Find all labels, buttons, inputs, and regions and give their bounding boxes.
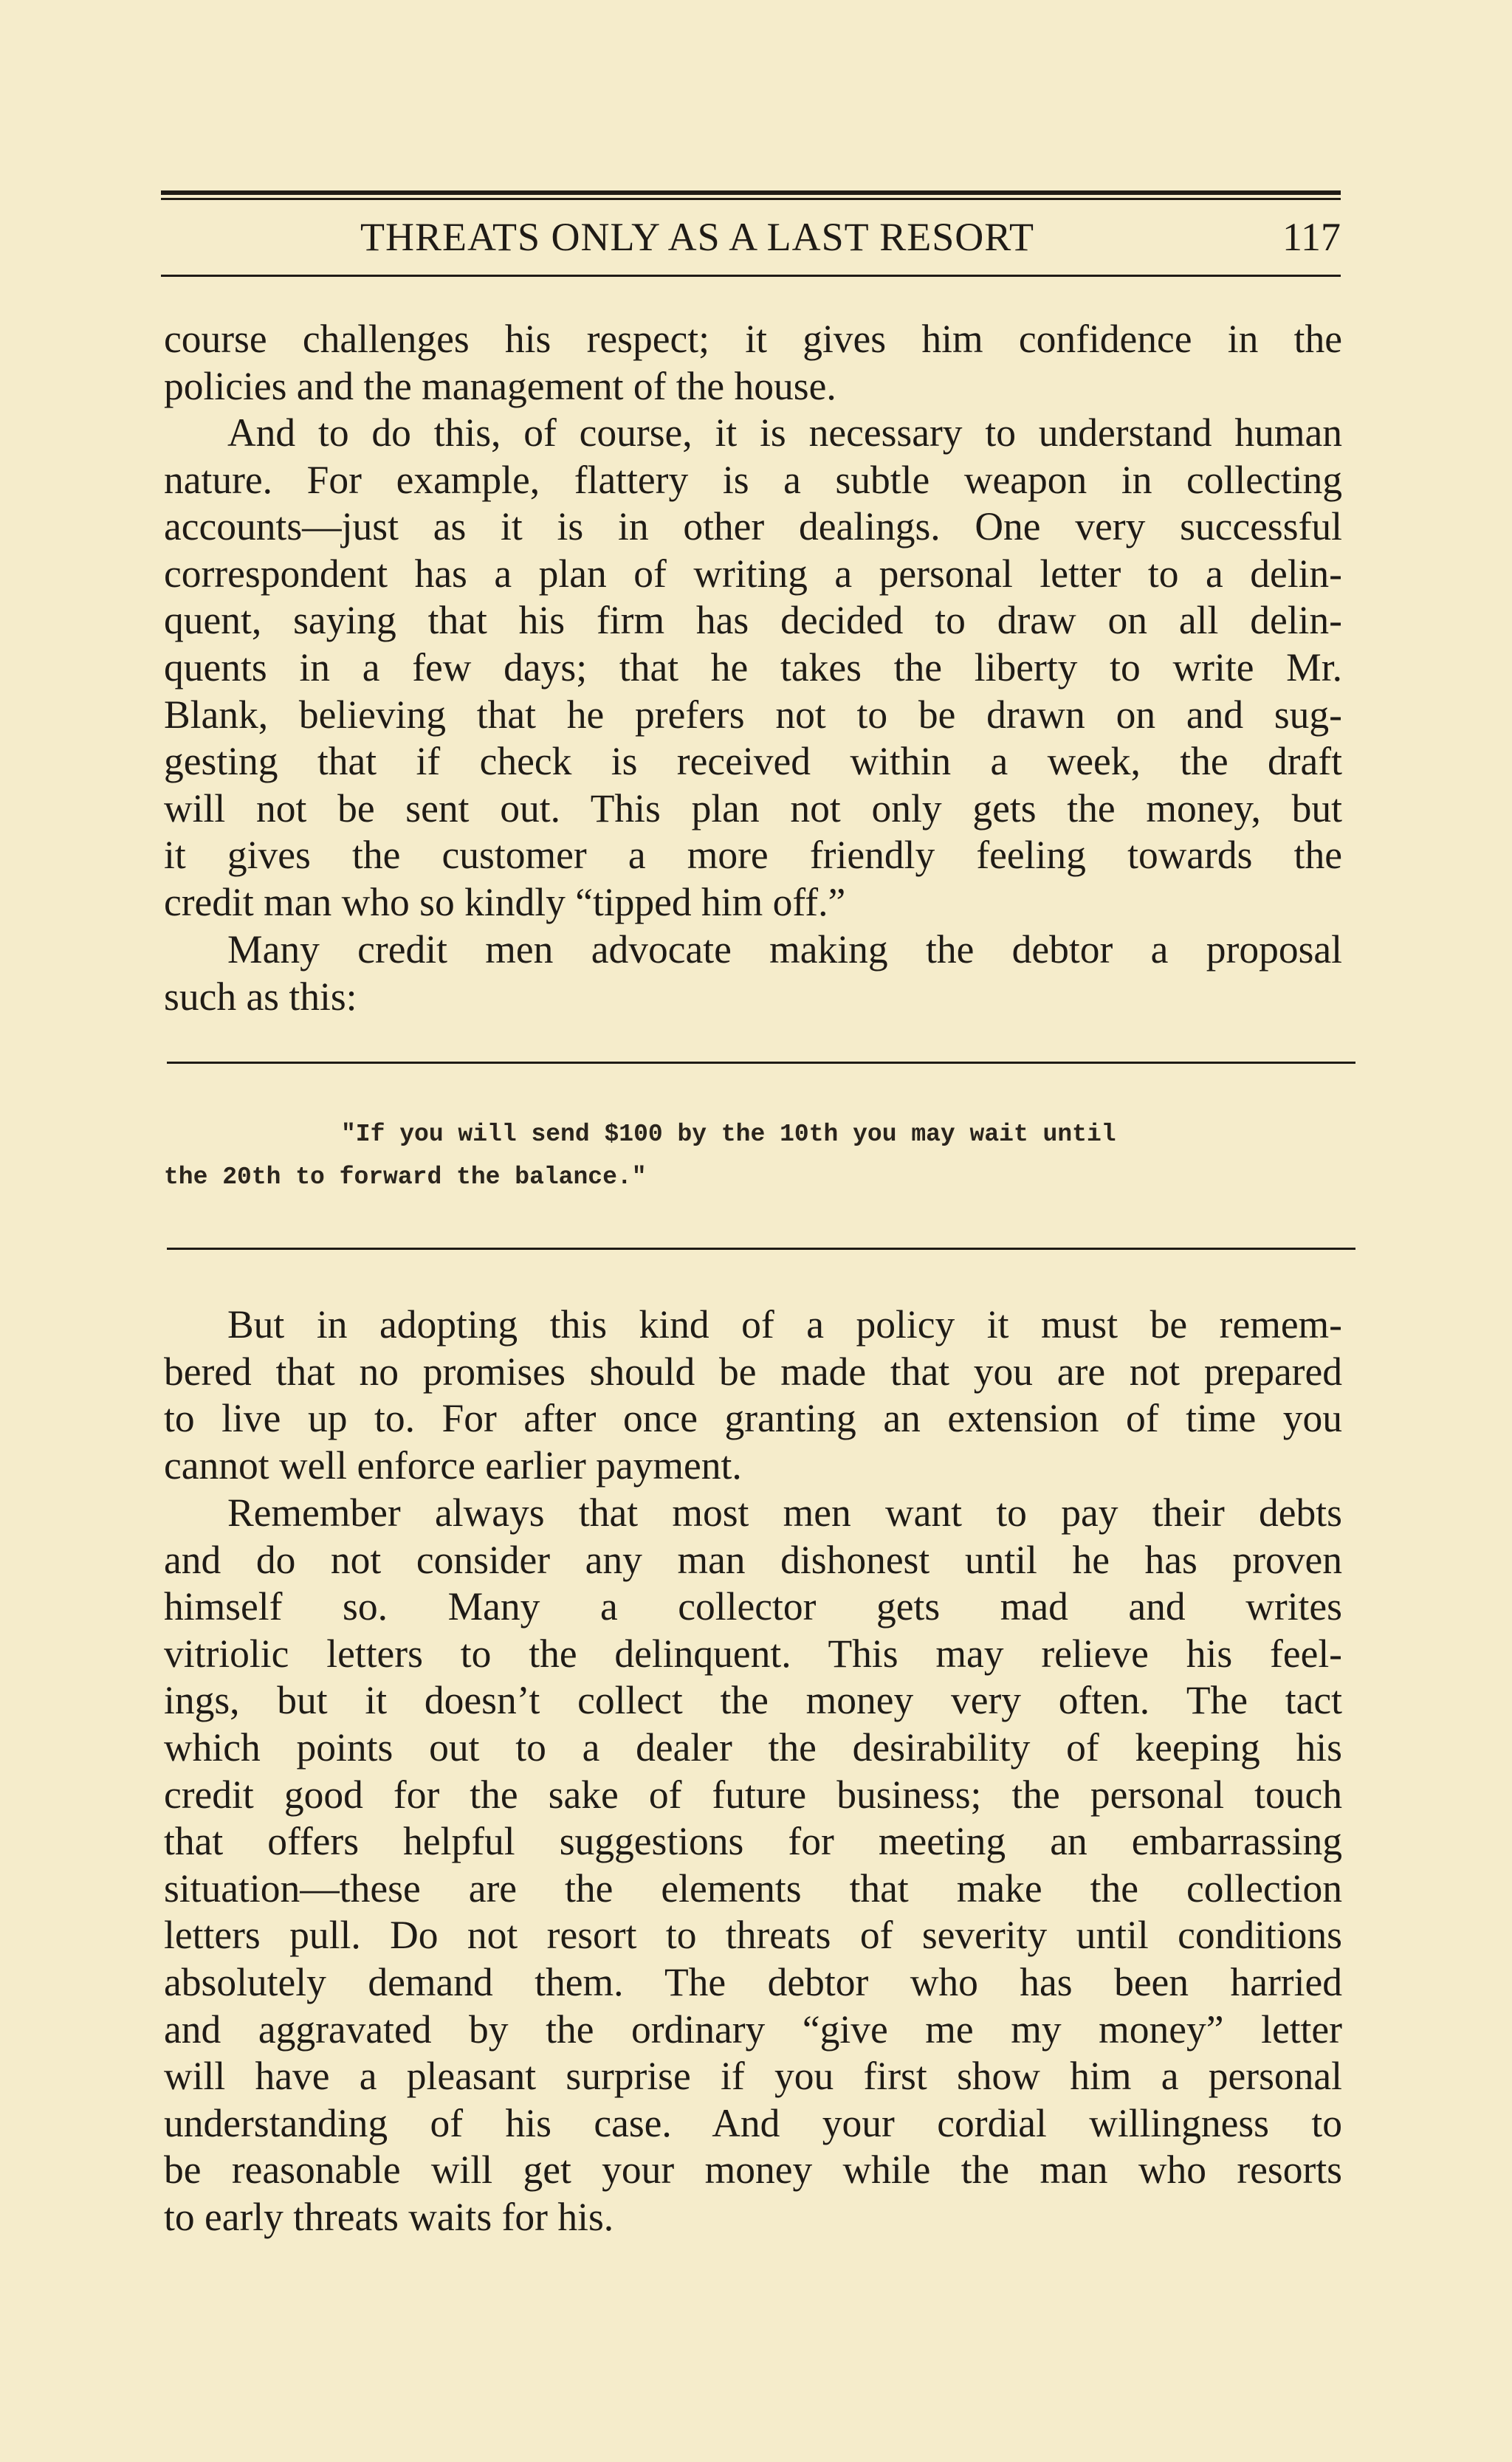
text-line: be reasonable will get your money while the man who resorts [164,2148,1342,2193]
paragraph-5 [164,1490,1342,2241]
page-number: 117 [1282,215,1341,259]
text-line: absolutely demand them. The debtor who has been harried [164,1959,1342,2004]
header-bottom-rule [161,275,1341,277]
paragraph-2 [164,410,1342,926]
text-line: cannot well enforce earlier payment. [164,1443,742,1488]
text-line: to live up to. For after once granting an extension of time you [164,1396,1342,1441]
quoted-proposal [164,1113,1360,1199]
text-line: credit man who so kindly “tipped him off.” [164,879,846,924]
text-line: and do not consider any man dishonest until he has proven [164,1537,1342,1582]
text-line: policies and the management of the house. [164,363,836,408]
text-line: situation—these are the elements that make the collection [164,1866,1342,1911]
page-header [161,214,1341,258]
text-line: bered that no promises should be made that you are not prepared [164,1349,1342,1394]
text-line: credit good for the sake of future business; the personal touch [164,1772,1342,1817]
text-line: that offers helpful suggestions for meeting an embarrassing [164,1819,1342,1864]
text-line: Blank, believing that he prefers not to be drawn on and sug- [164,692,1342,737]
text-line: letters pull. Do not resort to threats of severity until conditions [164,1913,1342,1958]
text-line: ings, but it doesn’t collect the money very often. The tact [164,1678,1342,1723]
text-line: Remember always that most men want to pay their debts [227,1490,1342,1535]
text-line: quent, saying that his firm has decided to draw on all delin- [164,598,1342,643]
text-line: quents in a few days; that he takes the liberty to write Mr. [164,644,1342,690]
text-line: Many credit men advocate making the debtor a proposal [227,927,1342,972]
paragraph-3 [164,926,1342,1020]
quote-line: the 20th to forward the balance." [164,1163,647,1191]
text-line: to early threats waits for his. [164,2194,614,2239]
text-line: such as this: [164,974,357,1019]
text-line: himself so. Many a collector gets mad and writes [164,1584,1342,1629]
paragraph-4 [164,1302,1342,1489]
header-top-rule-inner [161,198,1341,200]
quote-top-rule [167,1062,1355,1064]
text-line: understanding of his case. And your cordial willingness to [164,2100,1342,2145]
quote-line: "If you will send $100 by the 10th you may wait until [341,1121,1116,1148]
paragraph-1 [164,316,1342,410]
text-line: which points out to a dealer the desirability of keeping his [164,1725,1342,1770]
text-line: will not be sent out. This plan not only gets the money, but [164,785,1342,831]
header-top-rule [161,190,1341,195]
text-line: accounts—just as it is in other dealings. One very successful [164,504,1342,549]
text-line: correspondent has a plan of writing a personal letter to a delin- [164,551,1342,596]
running-title: THREATS ONLY AS A LAST RESORT [360,215,1034,259]
text-line: and aggravated by the ordinary “give me my money” letter [164,2007,1342,2052]
text-line: will have a pleasant surprise if you first show him a personal [164,2054,1342,2099]
text-line: gesting that if check is received within a week, the draft [164,739,1342,784]
quote-bottom-rule [167,1248,1355,1250]
text-line: But in adopting this kind of a policy it must be remem- [227,1302,1342,1347]
text-line: vitriolic letters to the delinquent. This may relieve his feel- [164,1631,1342,1676]
text-line: it gives the customer a more friendly feeling towards the [164,833,1342,878]
text-line: And to do this, of course, it is necessary to understand human [227,410,1342,455]
text-line: course challenges his respect; it gives him confidence in the [164,317,1342,361]
text-line: nature. For example, flattery is a subtle weapon in collecting [164,457,1342,502]
